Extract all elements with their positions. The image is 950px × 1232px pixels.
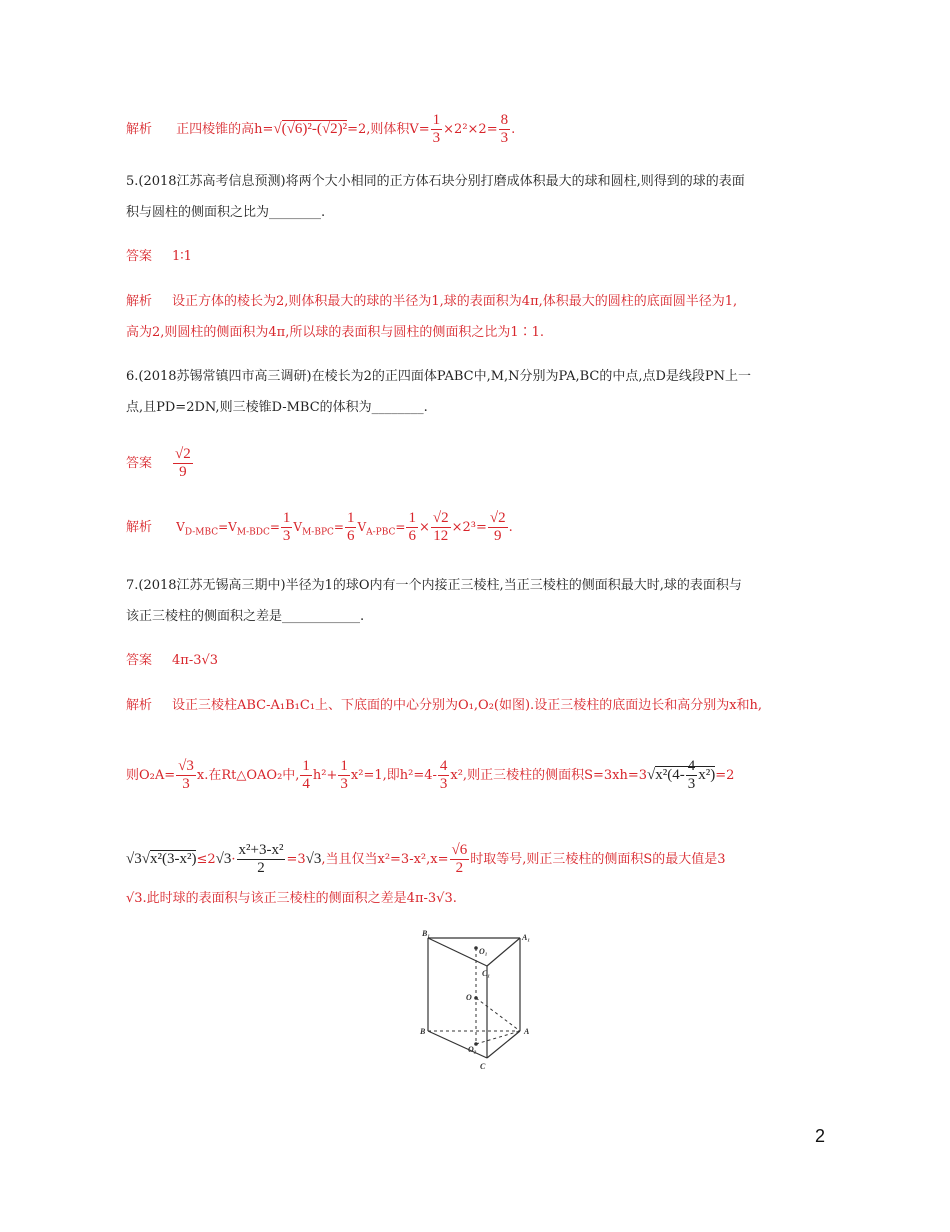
prism-figure (410, 926, 540, 1076)
explanation-tag: 解析 (126, 520, 153, 535)
q7-expl1-text: 设正三棱柱ABC-A₁B₁C₁上、下底面的中心分别为O₁,O₂(如图).设正三棱柱的底面边长和高分别为x和h, (172, 698, 763, 713)
height-formula: √(√6)²-(√2)² (273, 121, 348, 137)
segment-o2a (476, 1031, 520, 1044)
q7-expl3-tail2: 时取等号,则正三棱柱的侧面积S的最大值是3 (470, 852, 726, 867)
explanation-tag: 解析 (126, 294, 153, 309)
edge-bc (428, 1031, 487, 1058)
q5-expl1-text: 设正方体的棱长为2,则体积最大的球的半径为1,球的表面积为4π,体积最大的圆柱的底面圆半径为1, (172, 294, 738, 309)
q5-line1: 5.(2018江苏高考信息预测)将两个大小相同的正方体石块分别打磨成体积最大的球和圆柱,则得到的球的表面 (126, 174, 745, 189)
q7-answer (126, 651, 218, 671)
answer-tag: 答案 (126, 653, 153, 668)
q6-answer (126, 446, 194, 481)
page-number: 2 (815, 1126, 826, 1146)
q6-line1: 6.(2018苏锡常镇四市高三调研)在棱长为2的正四面体PABC中,M,N分别为PA,BC的中点,点D是线段PN上一 (126, 369, 752, 384)
p4-lead: 正四棱锥的高h= (176, 122, 274, 137)
q7-line1: 7.(2018江苏无锡高三期中)半径为1的球O内有一个内接正三棱柱,当正三棱柱的侧面积最大时,球的表面积与 (126, 578, 742, 593)
explanation-tag: 解析 (126, 122, 153, 137)
segment-oa (476, 998, 520, 1031)
label-c: C (480, 1062, 486, 1071)
q5-answer-value: 1∶1 (172, 249, 192, 264)
explanation-tag: 解析 (126, 698, 153, 713)
edge-ac (487, 1031, 520, 1058)
q7-expl3: √3√x²(3-x²)≤2√3· $\frac{\text{x²+3-x²}}{2}$ =3√3,当且仅当x²=3-x²,x= $\frac{√6}{2}$ 时取等号,则正三棱柱的侧面积S的最大值是3 (126, 842, 726, 876)
q7-expl2: 则O₂A= $\frac{√3}{3}$ x.在Rt△OAO₂中, $\frac{1}{4}$ h²+ $\frac{1}{3}$ x²=1,即h²=4- $\frac{4}{3}$ x²,则正三棱柱的侧面积S=3xh=3√x²(4- $\frac{4}{3}$ x²)=2 (126, 758, 735, 793)
fraction-one-third: $\frac{1}{3}$ (432, 112, 441, 146)
p4-explanation (126, 112, 515, 147)
label-o: O (466, 993, 472, 1002)
label-a: A (524, 1027, 530, 1036)
q6-line2: 点,且PD=2DN,则三棱锥D-MBC的体积为________. (126, 400, 428, 415)
label-c1: C₁ (482, 969, 491, 978)
q7-answer-value: 4π-3√3 (172, 653, 219, 668)
q5-line2: 积与圆柱的侧面积之比为________. (126, 205, 326, 220)
q7-expl1 (126, 696, 762, 716)
label-o1: O₁ (479, 947, 488, 956)
point-o (474, 996, 478, 1000)
answer-tag: 答案 (126, 249, 153, 264)
q7-expl4: √3.此时球的表面积与该正三棱柱的侧面积之差是4π-3√3. (126, 891, 457, 906)
answer-tag: 答案 (126, 456, 153, 471)
p4-mid: =2,则体积V= (347, 122, 430, 137)
p4-end: . (511, 122, 516, 137)
p4-tail: ×2²×2= (443, 122, 498, 137)
label-a1: A₁ (522, 933, 531, 942)
q5-expl2: 高为2,则圆柱的侧面积为4π,所以球的表面积与圆柱的侧面积之比为1∶1. (126, 325, 545, 340)
point-o1 (474, 946, 478, 950)
label-o2: O₂ (468, 1045, 477, 1054)
label-b1: B₁ (422, 929, 431, 938)
q6-explanation: 解析 $V_{D-MBC}=V_{M-BDC}=$ $\frac{1}{3}$ $V_{M-BPC}=$ $\frac{1}{6}$ $V_{A-PBC}=$ $\frac{1}{6}$ × $\frac{√2}{12}$ ×2³= $\frac{√2}{9}$ . (126, 510, 513, 544)
label-b: B (420, 1027, 426, 1036)
q7-expl3-tail: 当且仅当x²=3-x²,x= (325, 852, 449, 867)
q5-expl1 (126, 292, 737, 312)
q6-answer-fraction: $\frac{√2}{9}$ (175, 446, 191, 480)
edge-a1c1 (487, 938, 520, 966)
q5-answer (126, 247, 192, 267)
fraction-eight-thirds: $\frac{8}{3}$ (500, 112, 509, 146)
q7-line2: 该正三棱柱的侧面积之差是____________. (126, 609, 365, 624)
